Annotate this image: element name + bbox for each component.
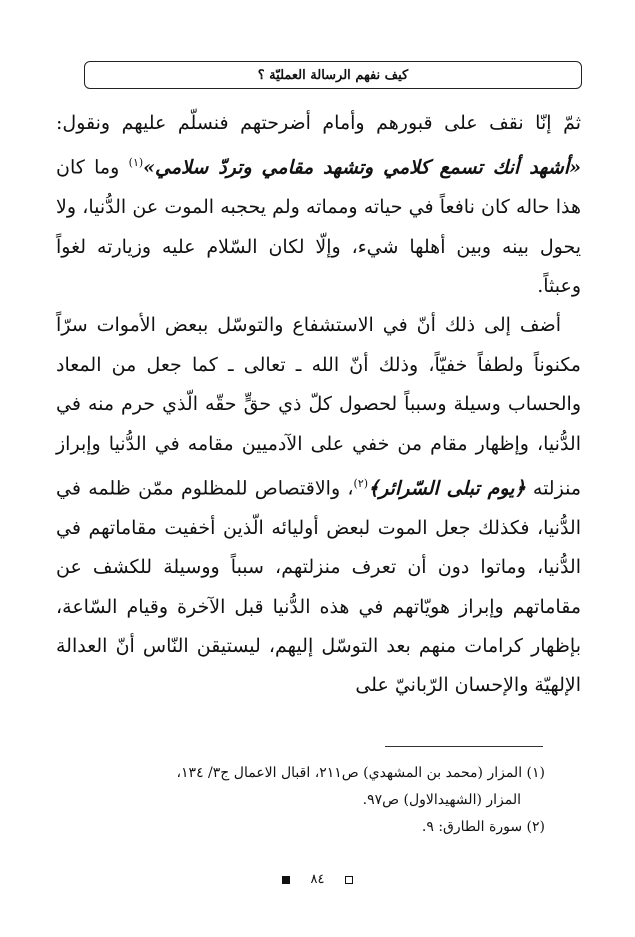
paragraph-2 bbox=[56, 306, 581, 705]
footnote-divider bbox=[385, 746, 543, 747]
quran-quote: ﴿يوم تبلى السّرائر﴾ bbox=[368, 477, 526, 500]
paragraph-1 bbox=[56, 104, 581, 306]
hollow-square-icon bbox=[345, 876, 353, 884]
page-number: ٨٤ bbox=[310, 872, 325, 887]
visitation-quote: «أشهد أنك تسمع كلامي وتشهد مقامي وتردّ سلامي» bbox=[143, 156, 582, 179]
body-text bbox=[56, 104, 581, 706]
footnote-1-continued: المزار (الشهيدالاول) ص٩٧. bbox=[362, 792, 521, 808]
footnotes bbox=[90, 760, 545, 841]
footnote-ref-1: (١) bbox=[128, 156, 144, 170]
paragraph-2-part-2: ، والاقتصاص للمظلوم ممّن ظلمه في الدُّنيا، فكذلك جعل الموت لبعض أوليائه الّذين أخفيت مقاماتهم في الدُّنيا، وماتوا دون أن تعرف منزلتهم، سبباً ووسيلة للكشف عن مقاماتهم وإبراز هويّاتهم في هذه الدُّنيا قبل الآخرة وقيام السّاعة، بإظهار كرامات منهم بعد التوسّل إليهم، ليستيقن النّاس أنّ العدالة الإلهيّة والإحسان الرّبانيّ على bbox=[56, 477, 581, 697]
footnote-2: (٢) سورة الطارق: ٩. bbox=[421, 819, 545, 835]
paragraph-1-part-2: وما كان هذا حاله كان نافعاً في حياته ومماته ولم يحجبه الموت عن الدُّنيا، ولا يحول بينه وبين أهلها شيء، وإلّا لكان السّلام عليه وزيارته لغواً وعبثاً. bbox=[56, 156, 581, 297]
footnote-1: (١) المزار (محمد بن المشهدي) ص٢١١، اقبال الاعمال ج٣/ ١٣٤، bbox=[176, 765, 545, 781]
page-footer bbox=[0, 872, 635, 887]
chapter-title: كيف نفهم الرسالة العمليّة ؟ bbox=[257, 67, 409, 83]
paragraph-1-part-1: ثمّ إنّا نقف على قبورهم وأمام أضرحتهم فنسلّم عليهم ونقول: bbox=[56, 112, 581, 134]
chapter-header bbox=[84, 61, 582, 89]
footnote-ref-2: (٢) bbox=[353, 476, 369, 490]
filled-square-icon bbox=[282, 876, 290, 884]
paragraph-2-part-1: أضف إلى ذلك أنّ في الاستشفاع والتوسّل ببعض الأموات سرّاً مكنوناً ولطفاً خفيّاً، وذلك أنّ الله ـ تعالى ـ كما جعل من المعاد والحساب وسيلة وسبباً لحصول كلّ ذي حقٍّ حقّه الّذي حرم منه في الدُّنيا، وإظهار مقام من خفي على الآدميين مقامه في الدُّنيا وإبراز منزلته bbox=[56, 314, 581, 500]
